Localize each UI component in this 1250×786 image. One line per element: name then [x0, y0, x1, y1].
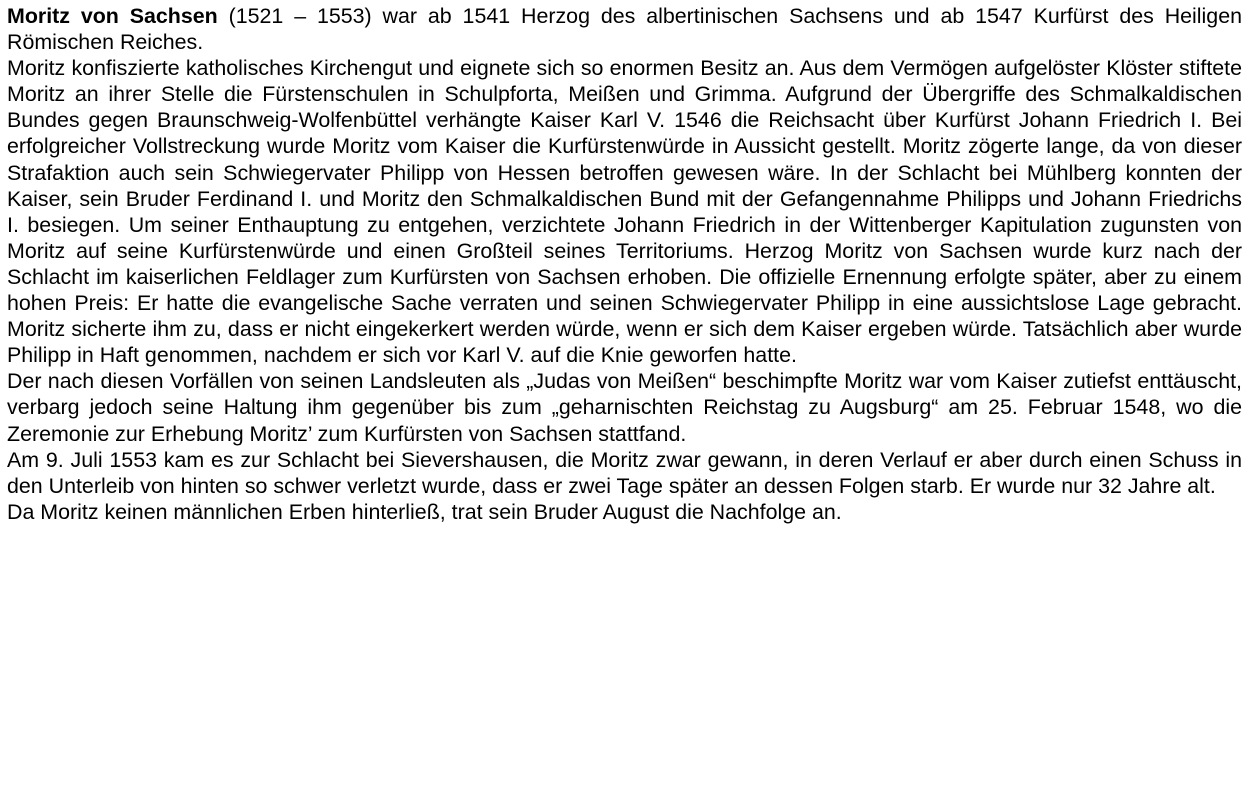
subject-name: Moritz von Sachsen — [7, 4, 218, 28]
paragraph-death: Am 9. Juli 1553 kam es zur Schlacht bei Sievershausen, die Moritz zwar gewann, in deren Verlauf er aber durch einen Schuss in den Unterleib von hinten so schwer verletzt wurde, dass er zwei Tage später an dessen Folgen starb. Er wurde nur 32 Jahre alt. — [7, 447, 1242, 498]
intro-paragraph — [7, 3, 1242, 55]
paragraph-succession: Da Moritz keinen männlichen Erben hinterließ, trat sein Bruder August die Nachfolge an. — [7, 499, 842, 524]
intro-text: (1521 – 1553) war ab 1541 Herzog des albertinischen Sachsens und ab 1547 Kurfürst des Heiligen Römischen Reiches. — [7, 4, 1242, 55]
paragraph-augsburg: Der nach diesen Vorfällen von seinen Landsleuten als „Judas von Meißen“ beschimpfte Moritz war vom Kaiser zutiefst enttäuscht, verbarg jedoch seine Haltung ihm gegenüber bis zum „geharnischten Reichstag zu Augsburg“ am 25. Februar 1548, wo die Zeremonie zur Erhebung Moritz’ zum Kurfürsten von Sachsen stattfand. — [7, 369, 1242, 446]
paragraph-reign: Moritz konfiszierte katholisches Kirchengut und eignete sich so enormen Besitz an. Aus dem Vermögen aufgelöster Klöster stiftete Moritz an ihrer Stelle die Fürstenschulen in Schulpforta, Meißen und Grimma. Aufgrund der Übergriffe des Schmalkaldischen Bundes gegen Braunschweig-Wolfenbüttel verhängte Kaiser Karl V. 1546 die Reichsacht über Kurfürst Johann Friedrich I. Bei erfolgreicher Vollstreckung wurde Moritz vom Kaiser die Kurfürstenwürde in Aussicht gestellt. Moritz zögerte lange, da von dieser Strafaktion auch sein Schwiegervater Philipp von Hessen betroffen gewesen wäre. In der Schlacht bei Mühlberg konnten der Kaiser, sein Bruder Ferdinand I. und Moritz den Schmalkaldischen Bund mit der Gefangennahme Philipps und Johann Friedrichs I. besiegen. Um seiner Enthauptung zu entgehen, verzichtete Johann Friedrich in der Wittenberger Kapitulation zugunsten von Moritz auf seine Kurfürstenwürde und einen Großteil seines Territoriums. Herzog Moritz von Sachsen wurde kurz nach der Schlacht im kaiserlichen Feldlager zum Kurfürsten von Sachsen erhoben. Die offizielle Ernennung erfolgte später, aber zu einem hohen Preis: Er hatte die evangelische Sache verraten und seinen Schwiegervater Philipp in eine aussichtslose Lage gebracht. Moritz sicherte ihm zu, dass er nicht eingekerkert werden würde, wenn er sich dem Kaiser ergeben würde. Tatsächlich aber wurde Philipp in Haft genommen, nachdem er sich vor Karl V. auf die Knie geworfen hatte. — [7, 56, 1242, 368]
